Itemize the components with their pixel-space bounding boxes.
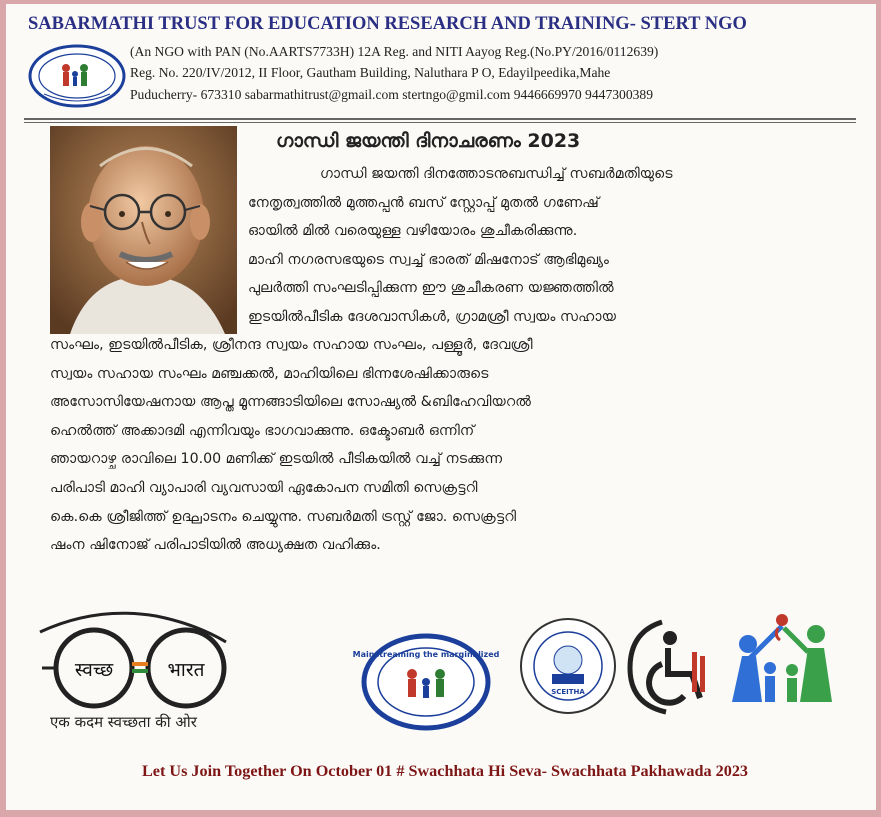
swachh-tagline: एक कदम स्वच्छता की ओर [50,713,197,731]
accessibility-logo-icon [622,612,714,722]
footer-logos [6,596,876,756]
sabarmathi-seal-icon [352,632,500,732]
header-divider [24,118,856,120]
article-line: പരിപാടി മാഹി വ്യാപാരി വ്യവസായി ഏകോപന സമിതി സെക്രട്ടറി [50,479,478,496]
sceitha-label: SCEITHA [551,688,585,696]
article-line: ഷംന ഷിനോജ് പരിപാടിയിൽ അധ്യക്ഷത വഹിക്കും. [50,537,381,554]
poster [6,4,876,810]
article-line: സ്വയം സഹായ സംഘം മഞ്ചക്കൽ, മാഹിയിലെ ഭിന്നശേഷിക്കാരുടെ [50,365,489,382]
article-line: സംഘം, ഇടയിൽപീടിക, ശ്രീനന്ദ സ്വയം സഹായ സംഘം, പള്ളൂർ, ദേവശ്രീ [50,337,533,353]
header-divider-thin [24,122,856,123]
contact-line: Puducherry- 673310 sabarmathitrust@gmail.com stertngo@gmil.com 9446669970 9447300389 [130,87,654,102]
campaign-banner: Let Us Join Together On October 01 # Swachhata Hi Seva- Swachhata Pakhawada 2023 [141,762,749,780]
article-body-right [248,160,824,332]
article-title: ഗാന്ധി ജയന്തി ദിനാചരണം 2023 [276,130,581,152]
article-line: ഹെൽത്ത് അക്കാദമി എന്നിവയും ഭാഗവാക്കുന്നു. ഒക്ടോബർ ഒന്നിന് [50,422,475,439]
article-line: മാഹി നഗരസഭയുടെ സ്വച്ച് ഭാരത് മിഷനോട് ആഭിമുഖ്യം [248,251,609,268]
article-line: ഓയിൽ മിൽ വരെയുള്ള വഴിയോരം ശുചീകരിക്കുന്നു. [248,223,578,240]
article-line: ഗാന്ധി ജയന്തി ദിനത്തോടനുബന്ധിച്ച് സബർമതിയുടെ [320,166,673,182]
article-body-full [50,331,828,560]
org-name: SABARMATHI TRUST FOR EDUCATION RESEARCH AND TRAINING- STERT NGO [28,14,747,34]
seal-logo-text: Mainstreaming the marginalized [352,650,500,659]
sceitha-logo-icon [518,616,618,716]
article-line: ഇടയിൽപീടിക ദേശവാസികൾ, ഗ്രാമശ്രീ സ്വയം സഹായ [248,308,617,325]
family-logo-icon [722,606,842,716]
gandhi-portrait-image [50,126,237,334]
address-line: Reg. No. 220/IV/2012, II Floor, Gautham Building, Naluthara P O, Edayilpeedika,Mahe [130,65,611,80]
registration-line: (An NGO with PAN (No.AARTS7733H) 12A Reg. and NITI Aayog Reg.(No.PY/2016/0112639) [130,44,659,59]
article-line: നേതൃത്വത്തിൽ മുത്തപ്പൻ ബസ് സ്റ്റോപ്പ് മുതൽ ഗണേഷ് [248,194,600,211]
article-line: പുലർത്തി സംഘടിപ്പിക്കുന്ന ഈ ശുചീകരണ യജ്ഞത്തിൽ [248,280,614,297]
swachh-left-text: स्वच्छ [74,659,114,681]
header [6,4,876,116]
swachh-bharat-logo-icon [36,602,256,710]
article-line: കെ.കെ ശ്രീജിത്ത് ഉദ്ഘാടനം ചെയ്യുന്നു. സബർമതി ട്രസ്റ്റ് ജോ. സെക്രട്ടറി [50,508,517,525]
sabarmathi-logo-icon [28,44,126,108]
swachh-right-text: भारत [167,659,205,681]
article-line: അസോസിയേഷനായ ആപ്ത മൂന്നങ്ങാടിയിലെ സോഷ്യൽ &ബിഹേവിയറൽ [50,394,532,411]
article-line: ഞായറാഴ്ച രാവിലെ 10.00 മണിക്ക് ഇടയിൽ പീടികയിൽ വച്ച് നടക്കുന്ന [50,451,503,468]
